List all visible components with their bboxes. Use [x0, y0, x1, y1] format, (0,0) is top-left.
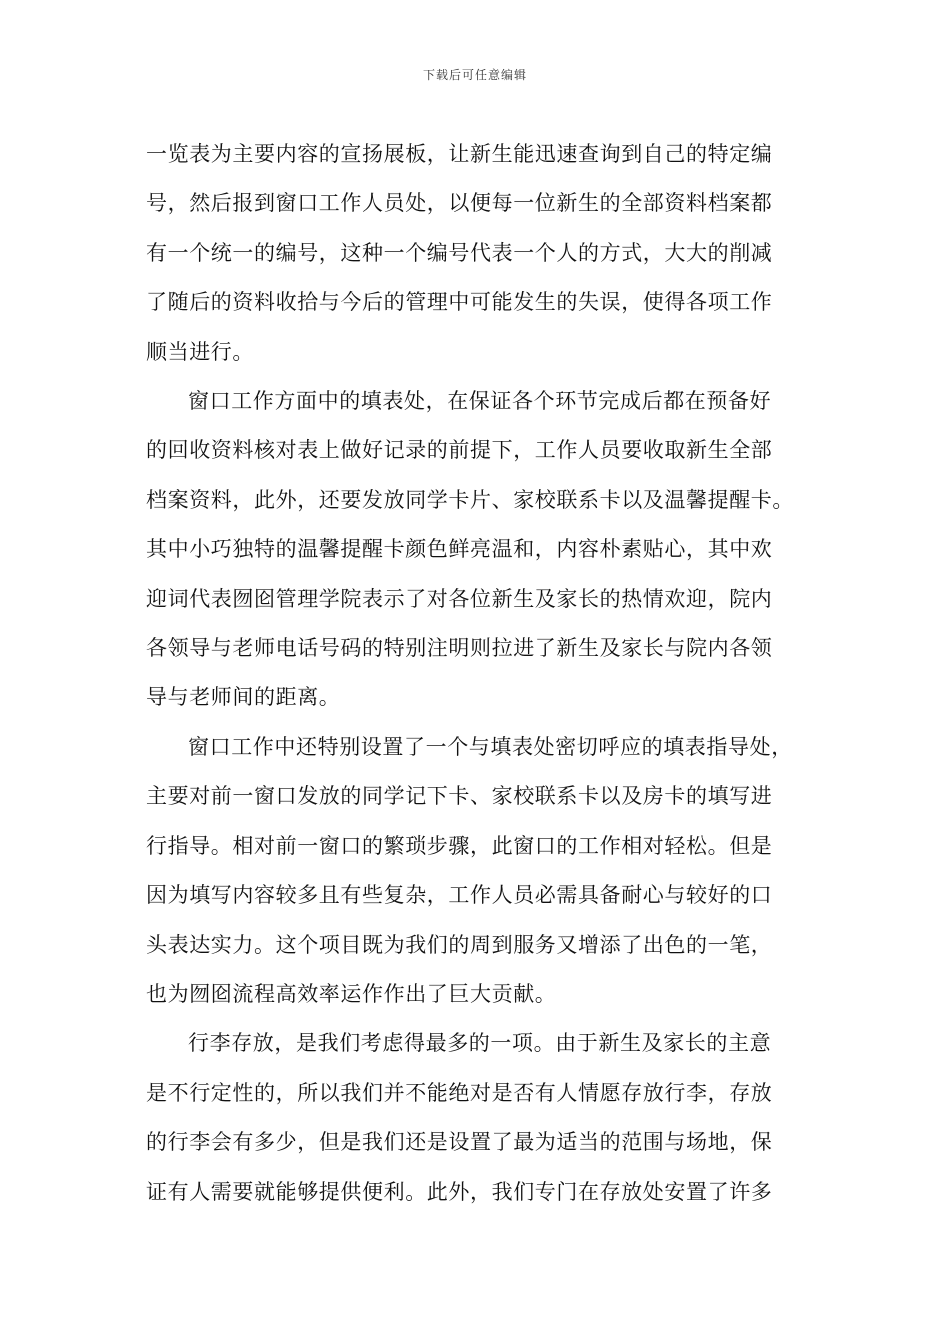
document-body [146, 130, 811, 1217]
paragraph-3 [146, 723, 811, 1019]
paragraph-1 [146, 130, 811, 377]
text-line: 证有人需要就能够提供便利。此外，我们专门在存放处安置了许多 [146, 1179, 773, 1204]
text-line: 头表达实力。这个项目既为我们的周到服务又增添了出色的一笔， [146, 932, 773, 957]
paragraph-4 [146, 1019, 811, 1217]
text-line: 顺当进行。 [146, 339, 254, 364]
text-line: 的行李会有多少，但是我们还是设置了最为适当的范围与场地，保 [146, 1130, 773, 1155]
text-line: 主要对前一窗口发放的同学记下卡、家校联系卡以及房卡的填写进 [146, 784, 773, 809]
text-line: 导与老师间的距离。 [146, 685, 341, 710]
text-line: 有一个统一的编号，这种一个编号代表一个人的方式，大大的削减 [146, 240, 773, 265]
text-line: 窗口工作中还特别设置了一个与填表处密切呼应的填表指导处， [188, 734, 793, 759]
page-header: 下载后可任意编辑 [422, 68, 527, 82]
text-line: 窗口工作方面中的填表处，在保证各个环节完成后都在预备好 [188, 389, 772, 414]
text-line: 一览表为主要内容的宣扬展板，让新生能迅速查询到自己的特定编 [146, 142, 773, 166]
text-line: 各领导与老师电话号码的特别注明则拉进了新生及家长与院内各领 [146, 636, 773, 661]
text-line: 档案资料，此外，还要发放同学卡片、家校联系卡以及温馨提醒卡。 [146, 487, 794, 512]
text-line: 也为囫囵流程高效率运作作出了巨大贡献。 [146, 981, 557, 1006]
text-line: 是不行定性的，所以我们并不能绝对是否有人情愿存放行李，存放 [146, 1080, 773, 1105]
text-line: 的回收资料核对表上做好记录的前提下，工作人员要收取新生全部 [146, 438, 773, 463]
text-line: 其中小巧独特的温馨提醒卡颜色鲜亮温和，内容朴素贴心，其中欢 [146, 537, 773, 562]
text-line: 行指导。相对前一窗口的繁琐步骤，此窗口的工作相对轻松。但是 [146, 833, 773, 858]
text-line: 行李存放，是我们考虑得最多的一项。由于新生及家长的主意 [188, 1031, 772, 1056]
paragraph-2 [146, 377, 811, 723]
text-line: 迎词代表囫囵管理学院表示了对各位新生及家长的热情欢迎，院内 [146, 586, 773, 611]
text-line: 号，然后报到窗口工作人员处，以便每一位新生的全部资料档案都 [146, 191, 773, 216]
text-line: 了随后的资料收拾与今后的管理中可能发生的失误，使得各项工作 [146, 290, 773, 315]
text-line: 因为填写内容较多且有些复杂，工作人员必需具备耐心与较好的口 [146, 883, 773, 908]
